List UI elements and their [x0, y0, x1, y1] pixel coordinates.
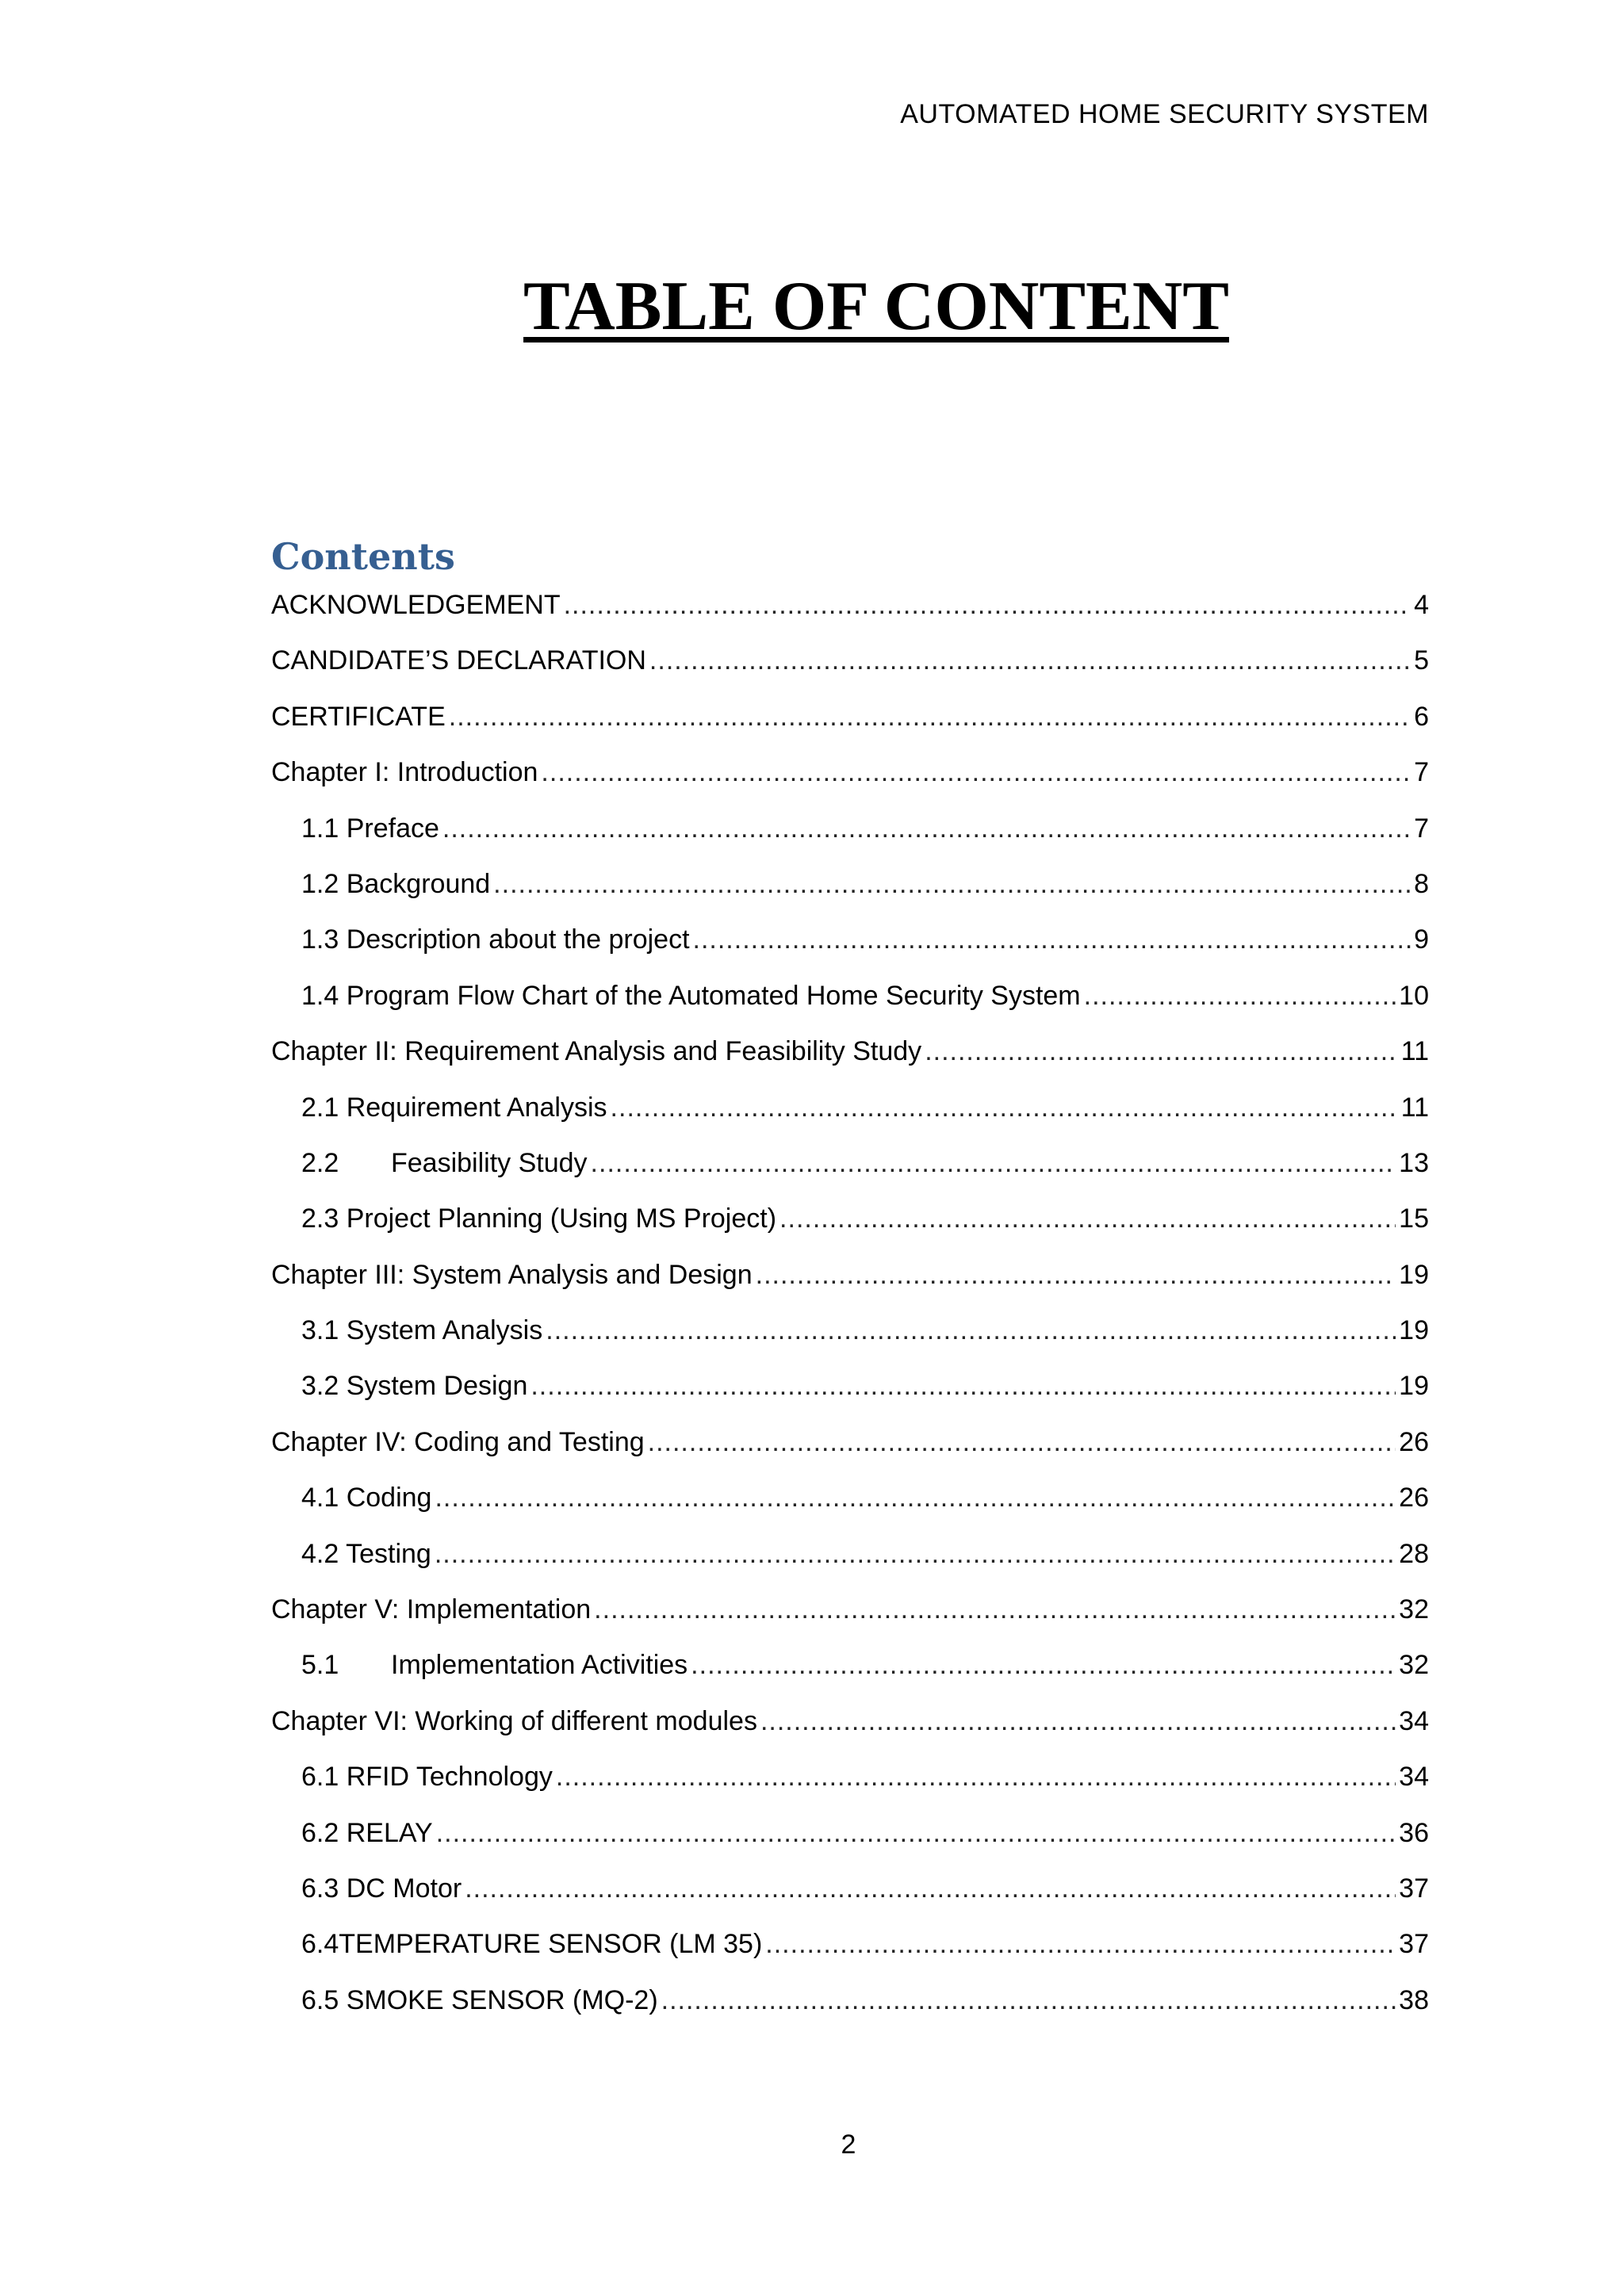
- toc-entry-page: 11: [1400, 1092, 1429, 1123]
- toc-entry-page: 9: [1414, 924, 1429, 955]
- toc-entry-page: 13: [1399, 1147, 1429, 1178]
- toc-entry[interactable]: [271, 1030, 1429, 1085]
- dot-leader: [449, 695, 1411, 738]
- dot-leader: [541, 751, 1411, 794]
- toc-entry[interactable]: [271, 1253, 1429, 1309]
- toc-entry[interactable]: [271, 584, 1429, 639]
- toc-entry-page: 34: [1399, 1705, 1429, 1736]
- toc-entry-label: 3.1 System Analysis: [301, 1315, 543, 1346]
- toc-entry-page: 4: [1414, 590, 1429, 620]
- toc-entry[interactable]: [271, 1812, 1429, 1867]
- toc-entry-label: ACKNOWLEDGEMENT: [271, 590, 561, 620]
- toc-entry-page: 19: [1399, 1315, 1429, 1346]
- dot-leader: [779, 1197, 1396, 1240]
- toc-entry[interactable]: [271, 1923, 1429, 1978]
- toc-entry-label: 6.1 RFID Technology: [301, 1762, 553, 1793]
- dot-leader: [435, 1476, 1396, 1519]
- dot-leader: [925, 1030, 1398, 1073]
- toc-entry-page: 5: [1414, 645, 1429, 676]
- toc-entry-page: 7: [1414, 813, 1429, 844]
- toc-list: [271, 584, 1429, 2034]
- toc-entry-label: [301, 1142, 588, 1184]
- toc-entry-label: 2.3 Project Planning (Using MS Project): [301, 1203, 777, 1234]
- toc-entry-page: 38: [1399, 1984, 1429, 2015]
- toc-entry-number: 2.2: [301, 1147, 339, 1178]
- toc-entry-title: Feasibility Study: [391, 1147, 588, 1178]
- dot-leader: [594, 1588, 1396, 1631]
- dot-leader: [765, 1923, 1396, 1965]
- toc-entry-label: Chapter I: Introduction: [271, 757, 538, 788]
- dot-leader: [530, 1364, 1396, 1407]
- toc-entry-page: 26: [1399, 1483, 1429, 1513]
- dot-leader: [1084, 974, 1396, 1017]
- toc-entry-label: 6.3 DC Motor: [301, 1873, 462, 1904]
- toc-entry-page: 37: [1399, 1873, 1429, 1904]
- toc-entry[interactable]: [271, 695, 1429, 751]
- toc-entry-label: 3.2 System Design: [301, 1371, 528, 1402]
- toc-entry-page: 8: [1414, 868, 1429, 899]
- toc-entry[interactable]: [271, 1700, 1429, 1755]
- toc-entry-label: Chapter VI: Working of different modules: [271, 1705, 757, 1736]
- toc-entry[interactable]: [271, 863, 1429, 918]
- toc-entry-title: Implementation Activities: [391, 1650, 688, 1681]
- dot-leader: [591, 1142, 1396, 1184]
- toc-entry-label: Chapter V: Implementation: [271, 1594, 592, 1625]
- running-header: AUTOMATED HOME SECURITY SYSTEM: [900, 99, 1429, 129]
- dot-leader: [661, 1979, 1396, 2022]
- toc-entry-page: 32: [1399, 1594, 1429, 1625]
- toc-entry-page: 36: [1399, 1817, 1429, 1848]
- toc-entry[interactable]: [271, 918, 1429, 974]
- toc-entry-number: 5.1: [301, 1650, 339, 1681]
- toc-entry[interactable]: [271, 1086, 1429, 1142]
- toc-entry[interactable]: [271, 1588, 1429, 1644]
- dot-leader: [435, 1533, 1396, 1575]
- toc-entry-label: 1.1 Preface: [301, 813, 439, 844]
- dot-leader: [691, 1644, 1396, 1686]
- toc-entry[interactable]: [271, 1476, 1429, 1532]
- toc-entry[interactable]: [271, 807, 1429, 863]
- toc-entry-page: 37: [1399, 1929, 1429, 1960]
- toc-entry-label: Chapter II: Requirement Analysis and Feasibility Study: [271, 1036, 922, 1067]
- dot-leader: [546, 1309, 1396, 1352]
- dot-leader: [648, 1421, 1396, 1464]
- dot-leader: [436, 1812, 1396, 1854]
- toc-entry[interactable]: [271, 1533, 1429, 1588]
- toc-entry[interactable]: [271, 1644, 1429, 1699]
- dot-leader: [760, 1700, 1396, 1743]
- dot-leader: [493, 863, 1411, 905]
- toc-entry-page: 34: [1399, 1762, 1429, 1793]
- toc-entry-label: 4.2 Testing: [301, 1538, 431, 1569]
- toc-entry[interactable]: [271, 1421, 1429, 1476]
- toc-entry-page: 19: [1399, 1259, 1429, 1290]
- toc-entry[interactable]: [271, 751, 1429, 806]
- dot-leader: [756, 1253, 1396, 1296]
- document-title-text: TABLE OF CONTENT: [523, 268, 1229, 345]
- toc-entry[interactable]: [271, 1867, 1429, 1923]
- toc-entry-label: 6.4TEMPERATURE SENSOR (LM 35): [301, 1929, 763, 1960]
- toc-entry-label: [301, 1644, 688, 1686]
- toc-entry-page: 19: [1399, 1371, 1429, 1402]
- toc-entry-page: 10: [1399, 980, 1429, 1011]
- toc-entry-page: 32: [1399, 1650, 1429, 1681]
- toc-entry-label: 1.3 Description about the project: [301, 924, 690, 955]
- toc-heading: Contents: [271, 535, 455, 578]
- toc-entry[interactable]: [271, 1979, 1429, 2034]
- toc-entry-label: CANDIDATE’S DECLARATION: [271, 645, 646, 676]
- dot-leader: [465, 1867, 1396, 1910]
- toc-entry-label: Chapter III: System Analysis and Design: [271, 1259, 753, 1290]
- toc-entry-label: 6.5 SMOKE SENSOR (MQ-2): [301, 1984, 658, 2015]
- toc-entry[interactable]: [271, 1309, 1429, 1364]
- toc-entry-label: 6.2 RELAY: [301, 1817, 433, 1848]
- toc-entry-label: 4.1 Coding: [301, 1483, 432, 1513]
- dot-leader: [442, 807, 1411, 850]
- toc-entry-page: 15: [1399, 1203, 1429, 1234]
- toc-entry-page: 26: [1399, 1426, 1429, 1457]
- toc-entry-page: 7: [1414, 757, 1429, 788]
- toc-entry-label: 2.1 Requirement Analysis: [301, 1092, 607, 1123]
- toc-entry[interactable]: [271, 1197, 1429, 1253]
- toc-entry-label: 1.2 Background: [301, 868, 491, 899]
- dot-leader: [611, 1086, 1398, 1129]
- page-number: 2: [841, 2130, 856, 2160]
- dot-leader: [649, 639, 1411, 682]
- toc-entry[interactable]: [271, 1755, 1429, 1811]
- toc-entry[interactable]: [271, 639, 1429, 695]
- toc-entry-label: CERTIFICATE: [271, 701, 446, 732]
- toc-entry-page: 28: [1399, 1538, 1429, 1569]
- toc-entry-page: 11: [1400, 1036, 1429, 1067]
- dot-leader: [564, 584, 1411, 626]
- toc-entry-label: 1.4 Program Flow Chart of the Automated Home Security System: [301, 980, 1081, 1011]
- document-title: [0, 263, 1624, 350]
- toc-entry[interactable]: [271, 974, 1429, 1030]
- dot-leader: [556, 1755, 1396, 1798]
- toc-entry-page: 6: [1414, 701, 1429, 732]
- toc-entry[interactable]: [271, 1364, 1429, 1420]
- dot-leader: [693, 918, 1411, 961]
- toc-entry[interactable]: [271, 1142, 1429, 1197]
- toc-entry-label: Chapter IV: Coding and Testing: [271, 1426, 645, 1457]
